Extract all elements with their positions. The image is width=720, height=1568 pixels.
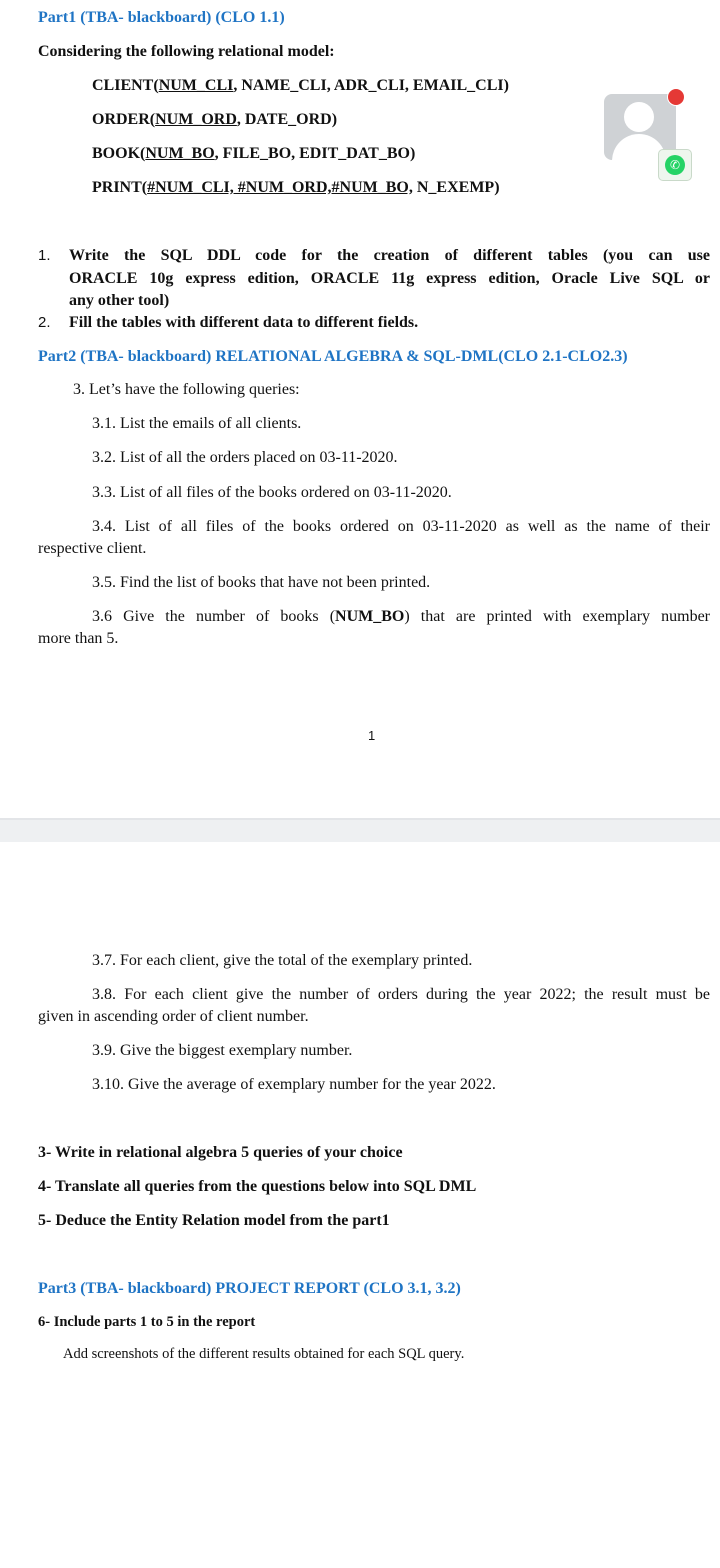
- model-book: BOOK(NUM_BO, FILE_BO, EDIT_DAT_BO): [92, 145, 416, 162]
- document-page-2: [0, 842, 720, 1568]
- query-3-9: 3.9. Give the biggest exemplary number.: [92, 1042, 353, 1059]
- task-2: Fill the tables with different data to different fields.: [69, 314, 419, 331]
- query-3-10: 3.10. Give the average of exemplary number for the year 2022.: [92, 1076, 496, 1093]
- model-print: PRINT(#NUM_CLI, #NUM_ORD,#NUM_BO, N_EXEMP): [92, 179, 500, 196]
- page-separator: [0, 818, 720, 842]
- task-1-line-2: ORACLE 10g express edition, ORACLE 11g express edition, Oracle Live SQL or: [69, 270, 710, 287]
- query-3-8-line-2: given in ascending order of client number.: [38, 1008, 309, 1025]
- query-3-6-line-1: 3.6 Give the number of books (NUM_BO) that are printed with exemplary number: [92, 608, 711, 625]
- queries-intro: 3. Let’s have the following queries:: [73, 381, 300, 398]
- query-3-4-line-2: respective client.: [38, 540, 147, 557]
- query-3-3: 3.3. List of all files of the books ordered on 03-11-2020.: [92, 484, 452, 501]
- step-4: 4- Translate all queries from the questions below into SQL DML: [38, 1178, 477, 1195]
- query-3-4-line-1: 3.4. List of all files of the books ordered on 03-11-2020 as well as the name of their: [92, 518, 710, 535]
- intro-text: Considering the following relational model:: [38, 43, 335, 60]
- task-1-line-1: Write the SQL DDL code for the creation of different tables (you can use: [69, 247, 710, 264]
- step-5: 5- Deduce the Entity Relation model from the part1: [38, 1212, 390, 1229]
- query-3-5: 3.5. Find the list of books that have not been printed.: [92, 574, 431, 591]
- task-number: 2.: [38, 314, 51, 331]
- model-client: CLIENT(NUM_CLI, NAME_CLI, ADR_CLI, EMAIL_CLI): [92, 77, 509, 94]
- part2-heading: Part2 (TBA- blackboard) RELATIONAL ALGEBRA & SQL-DML(CLO 2.1-CLO2.3): [38, 348, 628, 365]
- page-number: 1: [368, 728, 376, 743]
- query-3-7: 3.7. For each client, give the total of the exemplary printed.: [92, 952, 473, 969]
- query-3-8-line-1: 3.8. For each client give the number of orders during the year 2022; the result must be: [92, 986, 710, 1003]
- step-3: 3- Write in relational algebra 5 queries of your choice: [38, 1144, 403, 1161]
- step-6: 6- Include parts 1 to 5 in the report: [38, 1314, 256, 1330]
- model-order: ORDER(NUM_ORD, DATE_ORD): [92, 111, 338, 128]
- notification-dot-icon: [667, 88, 685, 106]
- report-note: Add screenshots of the different results obtained for each SQL query.: [63, 1346, 465, 1362]
- part3-heading: Part3 (TBA- blackboard) PROJECT REPORT (CLO 3.1, 3.2): [38, 1280, 461, 1297]
- query-3-1: 3.1. List the emails of all clients.: [92, 415, 302, 432]
- task-1-line-3: any other tool): [69, 292, 170, 309]
- task-number: 1.: [38, 247, 51, 264]
- query-3-6-line-2: more than 5.: [38, 630, 119, 647]
- part1-heading: Part1 (TBA- blackboard) (CLO 1.1): [38, 9, 285, 26]
- query-3-2: 3.2. List of all the orders placed on 03-11-2020.: [92, 449, 398, 466]
- whatsapp-icon[interactable]: ✆: [658, 149, 692, 181]
